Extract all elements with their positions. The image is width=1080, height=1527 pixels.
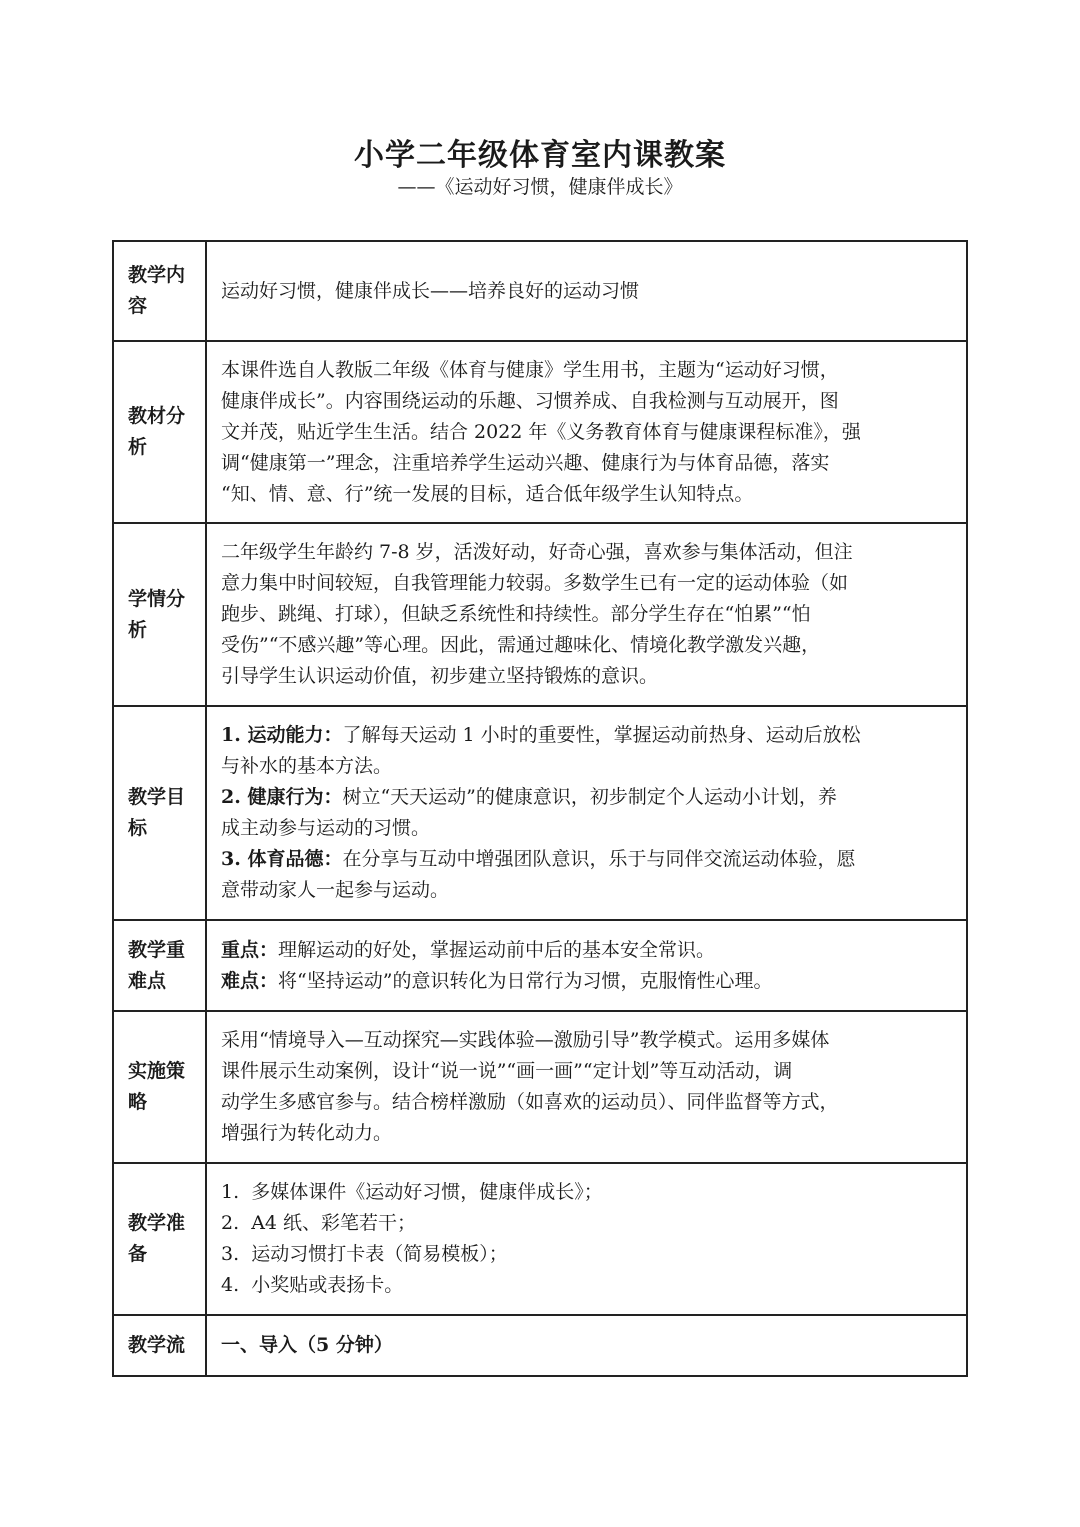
row-label (113, 241, 206, 341)
content-line: 二年级学生年龄约 7-8 岁，活泼好动，好奇心强，喜欢参与集体活动，但注 (221, 541, 853, 563)
goal-text: 树立“天天运动”的健康意识，初步制定个人运动小计划，养 (342, 786, 837, 808)
content-line: 引导学生认识运动价值，初步建立坚持锻炼的意识。 (221, 665, 659, 687)
goal-line: 与补水的基本方法。 (221, 755, 393, 777)
label-text: 教学准备 (128, 1212, 186, 1265)
goal-line (221, 782, 954, 813)
row-label (113, 706, 206, 920)
label-text: 学情分析 (128, 587, 186, 641)
row-teaching-process (113, 1315, 967, 1376)
row-textbook-analysis (113, 341, 967, 523)
row-content (206, 1315, 967, 1376)
row-student-analysis (113, 523, 967, 706)
content-line: 受伤”“不感兴趣”等心理。因此，需通过趣味化、情境化教学激发兴趣， (221, 634, 821, 656)
goal-line: 意带动家人一起参与运动。 (221, 879, 450, 901)
row-content (206, 706, 967, 920)
goal-heading: 1. 运动能力： (221, 724, 343, 746)
row-implementation-strategy (113, 1011, 967, 1163)
point-heading: 难点： (221, 969, 279, 992)
row-label (113, 1315, 206, 1376)
goal-text: 了解每天运动 1 小时的重要性，掌握运动前热身、运动后放松 (342, 724, 861, 746)
goal-heading: 3. 体育品德： (221, 848, 343, 870)
list-item: 1. 多媒体课件《运动好习惯，健康伴成长》； (221, 1181, 603, 1203)
goal-line: 成主动参与运动的习惯。 (221, 817, 431, 839)
label-text: 教学目标 (128, 786, 186, 839)
row-label (113, 1163, 206, 1315)
row-content (206, 1011, 967, 1163)
row-content (206, 341, 967, 523)
row-label (113, 523, 206, 706)
row-teaching-preparation (113, 1163, 967, 1315)
content-line: 调“健康第一”理念，注重培养学生运动兴趣、健康行为与体育品德，落实 (221, 451, 830, 474)
point-text: 将“坚持运动”的意识转化为日常行为习惯，克服惰性心理。 (278, 969, 773, 992)
row-label (113, 341, 206, 523)
row-content (206, 523, 967, 706)
content-line: 健康伴成长”。内容围绕运动的乐趣、习惯养成、自我检测与互动展开，图 (221, 389, 839, 412)
section-heading: 一、导入（5 分钟） (221, 1334, 393, 1356)
goal-text: 在分享与互动中增强团队意识，乐于与同伴交流运动体验，愿 (342, 848, 856, 870)
point-line (221, 935, 954, 966)
content-line: 课件展示生动案例，设计“说一说”“画一画”“定计划”等互动活动，调 (221, 1060, 793, 1082)
document-subtitle: ——《运动好习惯，健康伴成长》 (397, 176, 683, 198)
label-text: 教材分析 (128, 405, 186, 458)
list-item: 2. A4 纸、彩笔若干； (221, 1212, 417, 1234)
row-label (113, 920, 206, 1011)
row-teaching-goals (113, 706, 967, 920)
row-content (206, 1163, 967, 1315)
row-content (206, 920, 967, 1011)
content-line: 本课件选自人教版二年级《体育与健康》学生用书，主题为“运动好习惯， (221, 358, 839, 381)
content-line: 运动好习惯，健康伴成长——培养良好的运动习惯 (221, 279, 640, 302)
content-line: 跑步、跳绳、打球），但缺乏系统性和持续性。部分学生存在“怕累”“怕 (221, 603, 811, 625)
label-text: 实施策略 (128, 1060, 186, 1113)
point-text: 理解运动的好处，掌握运动前中后的基本安全常识。 (278, 938, 716, 961)
content-line: “知、情、意、行”统一发展的目标，适合低年级学生认知特点。 (221, 482, 754, 505)
list-item: 3. 运动习惯打卡表（简易模板）； (221, 1243, 508, 1265)
row-content (206, 241, 967, 341)
row-key-difficult-points (113, 920, 967, 1011)
lesson-plan-table (112, 240, 968, 1377)
content-line: 文并茂，贴近学生生活。结合 2022 年《义务教育体育与健康课程标准》，强 (221, 420, 861, 443)
content-line: 采用“情境导入—互动探究—实践体验—激励引导”教学模式。运用多媒体 (221, 1029, 830, 1051)
document-title: 小学二年级体育室内课教案 (354, 138, 726, 173)
content-line: 动学生多感官参与。结合榜样激励（如喜欢的运动员）、同伴监督等方式， (221, 1091, 839, 1113)
list-item: 4. 小奖贴或表扬卡。 (221, 1274, 404, 1296)
goal-line (221, 720, 954, 751)
content-line: 意力集中时间较短，自我管理能力较弱。多数学生已有一定的运动体验（如 (221, 572, 849, 594)
point-heading: 重点： (221, 938, 279, 961)
label-text: 教学内容 (128, 264, 186, 317)
label-text: 教学流 (128, 1334, 186, 1356)
point-line (221, 966, 954, 997)
goal-heading: 2. 健康行为： (221, 786, 343, 808)
content-line: 增强行为转化动力。 (221, 1122, 393, 1144)
row-teaching-content (113, 241, 967, 341)
goal-line (221, 844, 954, 875)
label-text: 教学重难点 (128, 938, 186, 992)
row-label (113, 1011, 206, 1163)
